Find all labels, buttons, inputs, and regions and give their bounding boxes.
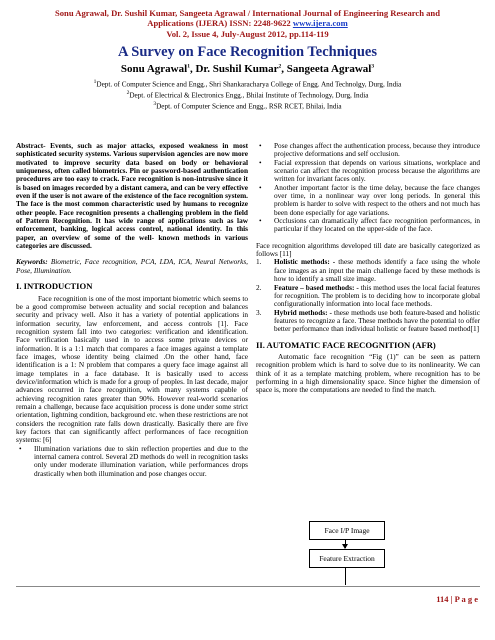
author-1: Sonu Agrawal	[120, 63, 188, 75]
list-item: 1. Holistic methods: - these methods identify a face using the whole face images as an input the main challenge faced by these methods is how to identify a small size image.	[256, 257, 480, 284]
list-item: 3. Hybrid methods: - these methods use both feature-based and holistic features to recognize a face. These methods have the potential to offer better performance than individual holistic or feature based method[1]	[256, 307, 480, 334]
keywords: Keywords: Biometric, Face recognition, PCA, LDA, ICA, Neural Networks, Pose, Illumination.	[16, 257, 248, 275]
bullet-icon: •	[19, 443, 22, 453]
author-2: Dr. Sushil Kumar	[195, 63, 279, 75]
factor-list-right	[256, 142, 480, 234]
affiliations	[0, 78, 495, 111]
afr-heading: II. AUTOMATIC FACE RECOGNITION (AFR)	[256, 339, 436, 350]
list-item: • Illumination variations due to skin reflection properties and due to the internal camera control. Several 2D methods do well in recognition tasks only under moderate illumination variation, while performances drops drastically when both illumination and pose changes occur.	[19, 443, 248, 478]
list-item: • Occlusions can dramatically affect face recognition performances, in particular if they located on the upper-side of the face.	[259, 216, 480, 234]
header-line-2: Applications (IJERA) ISSN: 2248-9622 www.ijera.com	[147, 18, 348, 29]
affiliation-1: $^1$Dept. of Computer Science and Engg., Shri Shankaracharya College of Engg. And Technolgy, Durg, India	[93, 79, 402, 89]
abstract: Abstract- Events, such as major attacks, exposed weakness in most sophisticated security systems. Various supervision agencies are now more motivated to improve security data based on body or behavioral uniqueness, often called biometrics. Pin or password-based authentication procedures are too easy to crack. Face recognition is non-intrusive since it is based on images recorded by a distant camera, and can be very effective even if the user is not aware of the existence of the face recognition system. The face is the most common characteristic used by humans to recognize other people. Face recognition presents a challenging problem in the field of Pattern Recognition. It has wide range of applications such as law enforcement, banking, logical access control, national identity. In this paper, an overview of some of the well- known methods in various categories are discussed.	[16, 141, 248, 251]
footer-divider	[16, 586, 480, 587]
bullet-icon: •	[259, 157, 262, 167]
list-item: 2. Feature – based methods: - this method uses the local facial features for recognition. The problem is to deciding how to incorporate global configurationally information into local face methods.	[256, 282, 480, 309]
page-number: 114 | P a g e	[436, 594, 478, 604]
bullet-icon: •	[259, 182, 262, 192]
author-3: Sangeeta Agrawal	[286, 63, 372, 75]
bullet-icon: •	[259, 216, 262, 226]
affiliation-2: $^2$Dept. of Electrical & Electronics Engg., Bhilai Institute of Technology, Durg, India	[126, 89, 369, 100]
factor-list	[16, 445, 248, 478]
left-column	[16, 142, 248, 478]
diagram-box-feature-extraction: Feature Extraction	[309, 549, 385, 568]
journal-header	[0, 8, 495, 39]
intro-paragraph: Face recognition is one of the most important biometric which seems to be a good compromise between actuality and social reception and balances security and privacy well. Also it has a variety of potential applications in information security, law enforcement, and access controls [1]. Face recognition system fall into two categories: verification and identification. Face verification basically used in to access some private devices or information. It is a 1:1 match that compares a face images against a template face images, whose identity being claimed .On the other hand, face identification is a 1: N problem that compares a query face image against all image templates in a face database. It is basically used to access device/information which is made for a group of peoples. In last decade, major advances occurred in face recognition, with many systems capable of achieving recognition rates greater than 90%. However real-world scenarios remain a challenge, because face acquisition process is done under some strict orientation, lightning condition, background etc. when these restrictions are not considers the recognition rate falls down drastically. Basically there are five key factors that can significantly affect performances of face recognition systems: [6]	[16, 293, 248, 445]
diagram-arrow-continuation	[345, 567, 346, 585]
diagram-box-face-input: Face I/P Image	[309, 521, 385, 540]
category-list	[256, 258, 480, 333]
afr-paragraph: Automatic face recognition “Fig (1)” can be seen as pattern recognition problem which is hard to solve due to its nonlinearity. We can think of it as a template matching problem, where recognition has to be performing in a high dimensionality space. Since higher the dimension of space is, more the computations are needed to find the match.	[256, 351, 480, 395]
intro-heading: I. INTRODUCTION	[16, 281, 93, 292]
list-item: • Facial expression that depends on various situations, workplace and scenario can affect the recognition process because the algorithms are written for invariant faces only.	[259, 157, 480, 184]
right-column	[256, 142, 480, 395]
header-line-1: Sonu Agrawal, Dr. Sushil Kumar, Sangeeta Agrawal / International Journal of Engineering Research and	[54, 8, 440, 18]
list-item: • Pose changes affect the authentication process, because they introduce projective deformations and self occlusion.	[259, 141, 480, 159]
paper-title: A Survey on Face Recognition Techniques	[117, 44, 377, 60]
bullet-icon: •	[259, 141, 262, 150]
list-item: • Another important factor is the time delay, because the face changes over time, in a nonlinear way over long periods. In general this problem is harder to solve with respect to the others and not much has been done especially for age variations.	[259, 182, 480, 217]
header-line-3: Vol. 2, Issue 4, July-August 2012, pp.114-119	[166, 28, 329, 39]
classification-intro: Face recognition algorithms developed till date are basically categorized as follows [11]	[256, 240, 480, 259]
affiliation-3: $^3$Dept. of Computer Science and Engg., RSR RCET, Bhilai, India	[153, 100, 342, 111]
journal-url-link[interactable]: www.ijera.com	[292, 18, 348, 29]
author-list: Sonu Agrawal$^1$, Dr. Sushil Kumar$^2$, Sangeeta Agrawal$^3$	[120, 63, 375, 75]
